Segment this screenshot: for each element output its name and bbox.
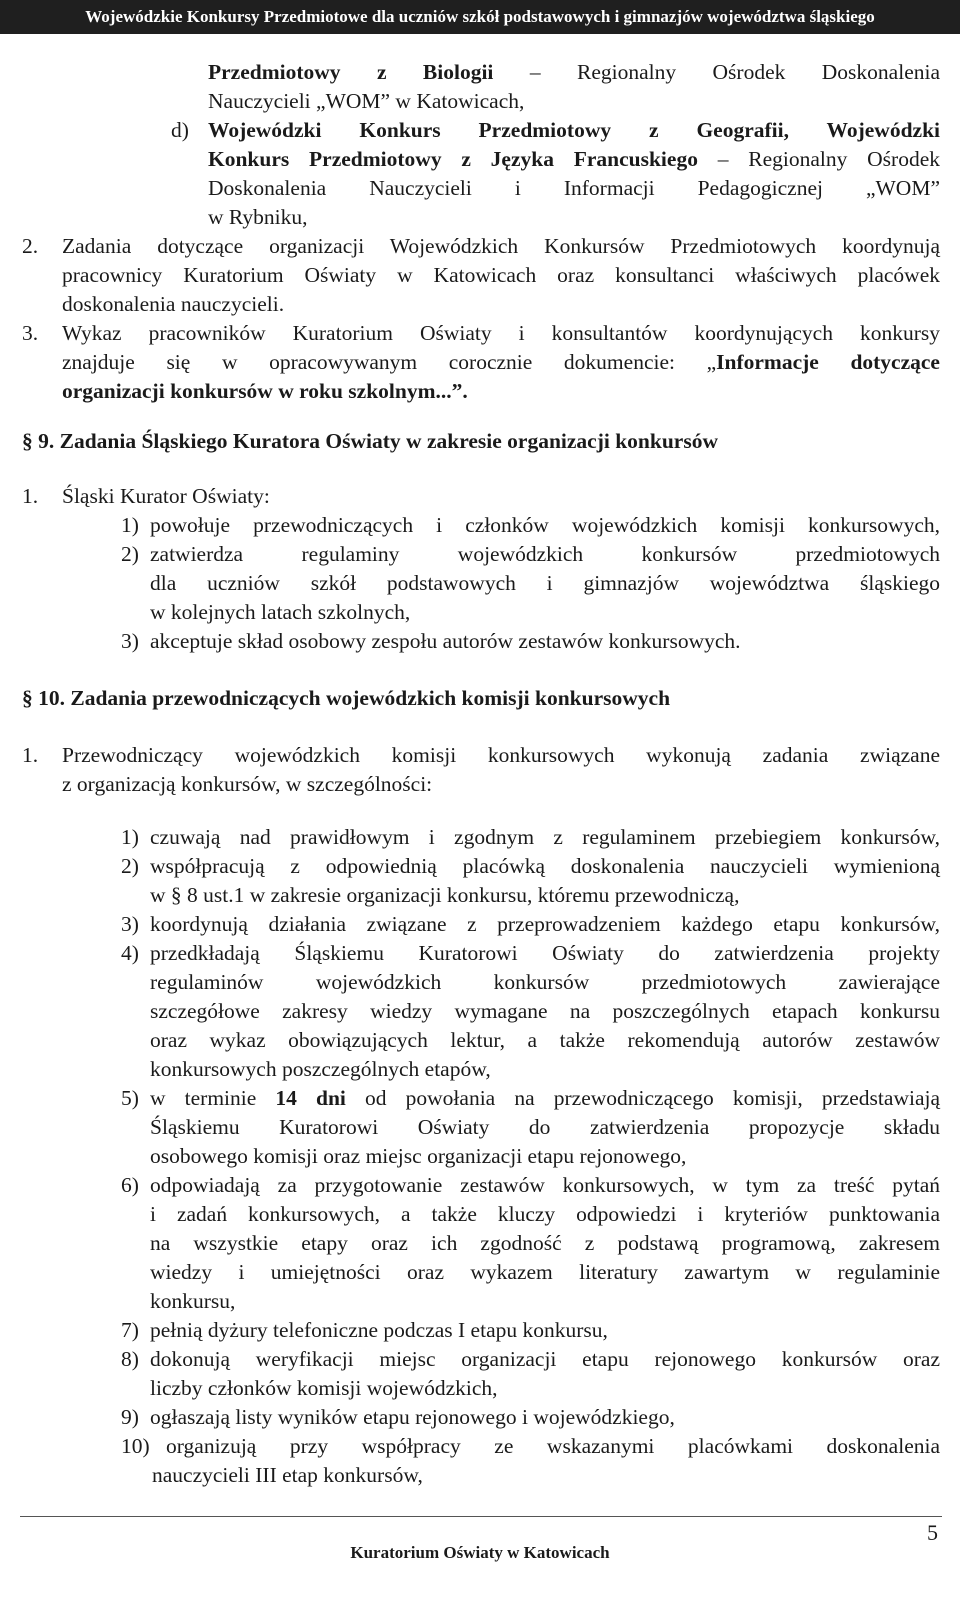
task-2-marker: 2) <box>121 854 139 878</box>
s9-item-2-line-3: w kolejnych latach szkolnych, <box>150 600 411 624</box>
task-5-line-3: osobowego komisji oraz miejsc organizacji etapu rejonowego, <box>150 1144 687 1168</box>
task-9: ogłaszają listy wyników etapu rejonowego i wojewódzkiego, <box>150 1405 675 1429</box>
item-d-line-1: Wojewódzki Konkurs Przedmiotowy z Geografii, Wojewódzki <box>208 118 940 142</box>
footer-divider <box>20 1516 942 1517</box>
item-d-line-2: Konkurs Przedmiotowy z Języka Francuskiego – Regionalny Ośrodek <box>208 147 940 171</box>
task-4-marker: 4) <box>121 941 139 965</box>
task-4-line-4: oraz wykaz obowiązujących lektur, a także rekomendują autorów zestawów <box>150 1028 940 1052</box>
item-c-line-2: Nauczycieli „WOM” w Katowicach, <box>208 89 525 113</box>
s9-item-2-line-1: zatwierdza regulaminy wojewódzkich konkursów przedmiotowych <box>150 542 940 566</box>
task-3-marker: 3) <box>121 912 139 936</box>
item-c-line-1: Przedmiotowy z Biologii – Regionalny Ośrodek Doskonalenia <box>208 60 940 84</box>
task-10-line-1: organizują przy współpracy ze wskazanymi placówkami doskonalenia <box>166 1434 940 1458</box>
task-3: koordynują działania związane z przeprowadzeniem każdego etapu konkursów, <box>150 912 940 936</box>
task-6-line-5: konkursu, <box>150 1289 236 1313</box>
task-8-marker: 8) <box>121 1347 139 1371</box>
task-6-line-4: wiedzy i umiejętności oraz wykazem literatury zawartym w regulaminie <box>150 1260 940 1284</box>
s9-item-2-line-2: dla uczniów szkół podstawowych i gimnazjów województwa śląskiego <box>150 571 940 595</box>
task-5-marker: 5) <box>121 1086 139 1110</box>
section-10-heading: § 10. Zadania przewodniczących wojewódzkich komisji konkursowych <box>22 686 671 710</box>
section-9-heading: § 9. Zadania Śląskiego Kuratora Oświaty w zakresie organizacji konkursów <box>22 429 718 453</box>
task-1: czuwają nad prawidłowym i zgodnym z regulaminem przebiegiem konkursów, <box>150 825 940 849</box>
section-10-para-1-marker: 1. <box>22 743 39 767</box>
task-10-marker: 10) <box>121 1434 150 1458</box>
section-9-para-1-marker: 1. <box>22 484 39 508</box>
para-3-line-3: organizacji konkursów w roku szkolnym...”. <box>62 379 468 403</box>
task-6-line-1: odpowiadają za przygotowanie zestawów konkursowych, w tym za treść pytań <box>150 1173 940 1197</box>
task-7: pełnią dyżury telefoniczne podczas I etapu konkursu, <box>150 1318 608 1342</box>
item-d-marker: d) <box>171 118 189 142</box>
para-3-marker: 3. <box>22 321 39 345</box>
task-8-line-1: dokonują weryfikacji miejsc organizacji etapu rejonowego konkursów oraz <box>150 1347 940 1371</box>
task-7-marker: 7) <box>121 1318 139 1342</box>
task-1-marker: 1) <box>121 825 139 849</box>
para-2-line-2: pracownicy Kuratorium Oświaty w Katowicach oraz konsultanci właściwych placówek <box>62 263 940 287</box>
s9-item-2-marker: 2) <box>121 542 139 566</box>
task-4-line-2: regulaminów wojewódzkich konkursów przedmiotowych zawierające <box>150 970 940 994</box>
task-2-line-1: współpracują z odpowiednią placówką doskonalenia nauczycieli wymienioną <box>150 854 940 878</box>
s9-item-1-marker: 1) <box>121 513 139 537</box>
header-title: Wojewódzkie Konkursy Przedmiotowe dla uczniów szkół podstawowych i gimnazjów województwa śląskiego <box>85 7 875 26</box>
item-d-line-3: Doskonalenia Nauczycieli i Informacji Pedagogicznej „WOM” <box>208 176 940 200</box>
footer-text: Kuratorium Oświaty w Katowicach <box>350 1543 610 1562</box>
task-4-line-3: szczegółowe zakresy wiedzy wymagane na poszczególnych etapach konkursu <box>150 999 940 1023</box>
para-2-line-1: Zadania dotyczące organizacji Wojewódzkich Konkursów Przedmiotowych koordynują <box>62 234 940 258</box>
task-4-line-5: konkursowych poszczególnych etapów, <box>150 1057 491 1081</box>
para-2-line-3: doskonalenia nauczycieli. <box>62 292 285 316</box>
task-2-line-2: w § 8 ust.1 w zakresie organizacji konkursu, któremu przewodniczą, <box>150 883 740 907</box>
task-10-line-2: nauczycieli III etap konkursów, <box>152 1463 423 1487</box>
para-3-line-2: znajduje się w opracowywanym corocznie dokumencie: „Informacje dotyczące <box>62 350 940 374</box>
page-number: 5 <box>927 1520 938 1545</box>
running-header <box>0 0 960 34</box>
s9-item-3: akceptuje skład osobowy zespołu autorów zestawów konkursowych. <box>150 629 741 653</box>
item-d-line-4: w Rybniku, <box>208 205 308 229</box>
section-10-para-1-line-1: Przewodniczący wojewódzkich komisji konkursowych wykonują zadania związane <box>62 743 940 767</box>
section-10-para-1-line-2: z organizacją konkursów, w szczególności: <box>62 772 433 796</box>
task-9-marker: 9) <box>121 1405 139 1429</box>
para-2-marker: 2. <box>22 234 39 258</box>
task-6-line-2: i zadań konkursowych, a także kluczy odpowiedzi i kryteriów punktowania <box>150 1202 940 1226</box>
s9-item-1: powołuje przewodniczących i członków wojewódzkich komisji konkursowych, <box>150 513 940 537</box>
task-8-line-2: liczby członków komisji wojewódzkich, <box>150 1376 498 1400</box>
task-6-marker: 6) <box>121 1173 139 1197</box>
s9-item-3-marker: 3) <box>121 629 139 653</box>
task-4-line-1: przedkładają Śląskiemu Kuratorowi Oświaty do zatwierdzenia projekty <box>150 941 940 965</box>
task-5-line-1: w terminie 14 dni od powołania na przewodniczącego komisji, przedstawiają <box>150 1086 941 1110</box>
task-6-line-3: na wszystkie etapy oraz ich zgodność z podstawą programową, zakresem <box>150 1231 940 1255</box>
section-9-para-1: Śląski Kurator Oświaty: <box>62 484 270 508</box>
task-5-line-2: Śląskiemu Kuratorowi Oświaty do zatwierdzenia propozycje składu <box>150 1115 940 1139</box>
para-3-line-1: Wykaz pracowników Kuratorium Oświaty i konsultantów koordynujących konkursy <box>62 321 940 345</box>
